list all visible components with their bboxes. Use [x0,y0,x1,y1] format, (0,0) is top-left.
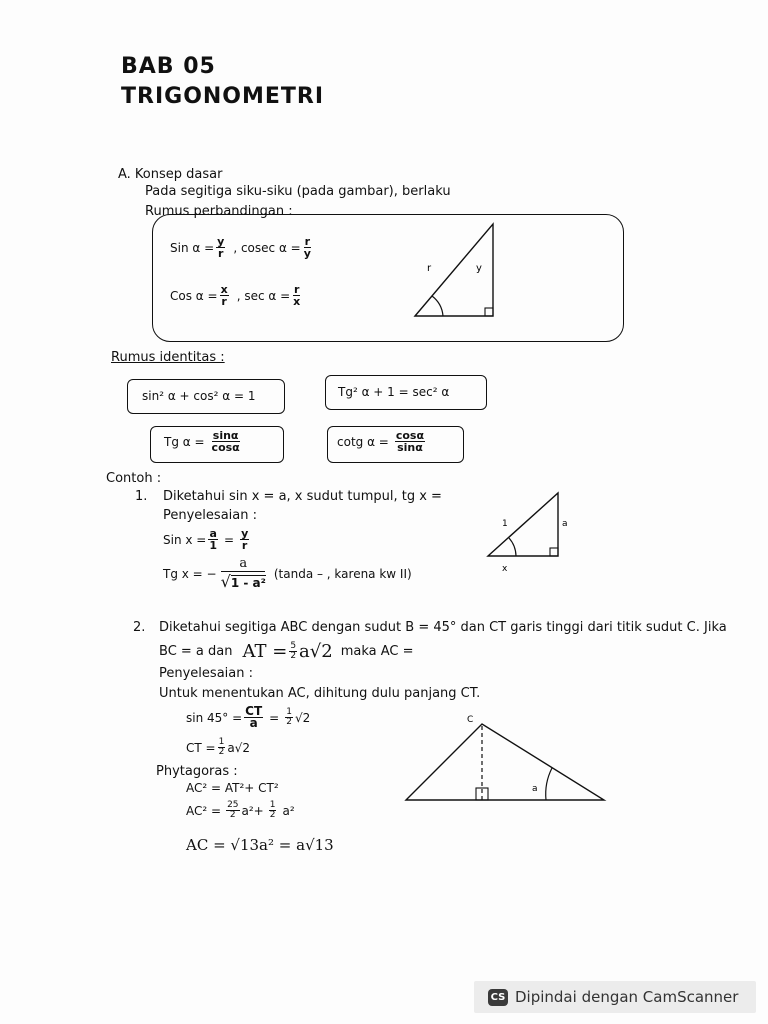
q1-tg-fraction [221,556,266,591]
q1-solution-label: Penyelesaian : [163,508,257,523]
tg-num: sinα [212,429,239,442]
camscanner-watermark [474,981,756,1013]
tg-fraction [211,430,241,453]
q1-sin-line [163,528,251,551]
cosec-den: y [303,247,311,260]
sec-lhs: , sec α = [236,288,291,303]
q2-ct-den: 2 [218,747,225,757]
q2-at-den: 2 [290,651,297,661]
label-a: a [562,519,568,529]
q1-sin-lhs: Sin x = [163,532,207,547]
triangle-abc-shape [406,724,604,800]
q2-ct-num: 1 [218,737,225,747]
sin-lhs: Sin α = [170,240,215,255]
camscanner-text: Dipindai dengan CamScanner [515,988,739,1006]
q1-eq: = [224,532,235,547]
q2-sin-eq: = [269,710,280,725]
q2-l2-num: 25 [227,800,239,810]
q1-tg-lhs: Tg x = − [163,566,217,581]
q2-sin-line [186,706,310,729]
q1-f1-num: a [209,527,217,540]
section-a-line2: Rumus perbandingan : [145,204,293,219]
q2-half-num: 1 [286,707,292,717]
q1-number: 1. [135,489,148,504]
contoh-title: Contoh : [106,471,162,486]
cotg-den: sinα [397,441,423,454]
q2-l2-num2: 1 [269,800,276,810]
q2-at: AT = [242,641,288,662]
sec-den: x [293,295,301,308]
q1-tg-line [163,556,412,591]
q2-l2-fraction1 [226,801,239,820]
identity-title: Rumus identitas : [111,350,225,365]
q1-f2-den: r [241,539,248,552]
right-angle-mark-2 [550,548,558,556]
right-angle-mark [485,308,493,316]
q2-number: 2. [133,620,146,635]
q1-f1-den: 1 [209,539,217,552]
label-a-side: a [532,784,538,794]
q2-l2-mid: a²+ [241,803,264,818]
q2-sin-fraction [244,706,263,729]
q2-l2-den2: 2 [269,810,276,820]
q2-half-fraction [285,708,293,727]
q2-given-line [159,641,414,662]
q1-tg-den: 1 - a² [230,576,266,590]
q1-tg-den-wrap: √1 - a² [220,572,266,591]
sin-den: r [218,247,224,260]
q2-l2-tail: a² [282,803,295,818]
q2-solution-label: Penyelesaian : [159,666,253,681]
sec-fraction [292,284,301,307]
angle-alpha-arc [432,296,443,316]
q2-question: Diketahui segitiga ABC dengan sudut B = 45° dan CT garis tinggi dari titik sudut C. Jika [159,620,727,635]
q1-frac-a1 [208,528,218,551]
chapter-number: BAB 05 [121,54,216,79]
identity-1-text: sin² α + cos² α = 1 [142,389,256,403]
triangle-abc-figure [400,712,612,806]
cotg-formula [337,430,427,453]
camscanner-logo: CS [488,989,508,1006]
cotg-lhs: cotg α = [337,434,389,449]
tg-lhs: Tg α = [164,434,205,449]
label-1: 1 [502,519,508,529]
q1-note: (tanda – , karena kw II) [273,566,412,581]
q2-sin-tail: √2 [294,710,311,725]
cotg-fraction [395,430,425,453]
q2-pythagoras-line3: AC = √13a² = a√13 [186,836,334,854]
cotg-num: cosα [395,429,425,442]
q1-frac-yr [240,528,249,551]
q1-f2-num: y [241,527,249,540]
q2-pythagoras-label: Phytagoras : [156,764,238,779]
q2-step: Untuk menentukan AC, dihitung dulu panjang CT. [159,686,481,701]
q1-question: Diketahui sin x = a, x sudut tumpul, tg x = [163,489,442,504]
section-a-line1: Pada segitiga siku-siku (pada gambar), berlaku [145,184,451,199]
q2-ct-line [186,738,250,757]
cosec-fraction [303,236,312,259]
q2-at-num: 5 [290,641,297,651]
angle-x-arc [509,538,516,556]
q2-ask: maka AC = [340,644,414,659]
sin-fraction [216,236,225,259]
q1-tg-num: a [221,556,265,572]
cos-formula [170,284,303,307]
q2-at-tail: a√2 [299,641,333,662]
triangle-2-shape [488,493,558,556]
q2-at-fraction [289,642,297,661]
q2-sin-den: a [249,716,258,730]
sin-formula [170,236,314,259]
cosec-lhs: , cosec α = [233,240,301,255]
section-a-title: A. Konsep dasar [118,167,223,182]
q2-ct-lhs: CT = [186,740,216,755]
angle-b-arc [546,768,552,800]
q2-pythagoras-line1: AC² = AT²+ CT² [186,781,279,795]
sec-num: r [293,283,300,296]
chapter-title: TRIGONOMETRI [121,84,325,109]
cos-fraction [220,284,229,307]
label-r: r [427,263,432,274]
q2-l2-fraction2 [269,801,277,820]
cos-den: r [221,295,227,308]
q2-bc: BC = a dan [159,644,233,659]
tg-den: cosα [211,441,240,454]
q2-half-den: 2 [286,717,292,727]
quadrant-ii-triangle-figure [482,488,572,572]
right-triangle-figure [405,218,505,322]
q2-l2-lhs: AC² = [186,803,222,818]
sin-num: y [217,235,225,248]
q2-ct-fraction [218,738,226,757]
q2-pythagoras-line2 [186,801,295,820]
cosec-num: r [304,235,311,248]
label-x: x [502,564,508,572]
cos-lhs: Cos α = [170,288,218,303]
label-y: y [476,263,482,274]
tg-formula [164,430,243,453]
ratio-formula-box [152,214,624,342]
q2-l2-den: 2 [229,810,236,820]
q2-sin-lhs: sin 45° = [186,710,243,725]
cos-num: x [220,283,228,296]
label-c: C [467,715,474,725]
identity-2-text: Tg² α + 1 = sec² α [338,385,450,399]
q2-ct-tail: a√2 [227,740,250,755]
q2-sin-num: CT [245,704,263,718]
